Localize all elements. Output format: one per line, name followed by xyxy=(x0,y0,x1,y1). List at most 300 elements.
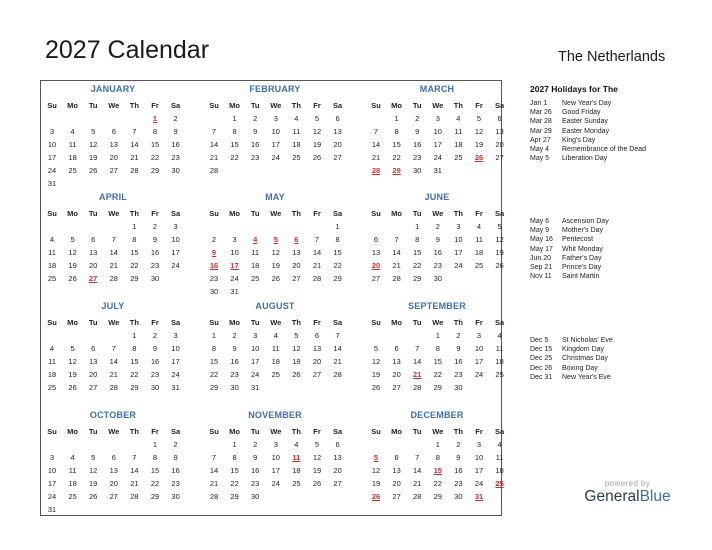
weekday-label: Sa xyxy=(171,427,181,436)
brand-name-part2: Blue xyxy=(639,488,671,505)
day-cell: 31 xyxy=(251,383,260,392)
day-cell: 24 xyxy=(474,370,484,379)
weekday-label: Th xyxy=(129,427,139,436)
day-cell: 29 xyxy=(413,274,422,283)
day-cell: 30 xyxy=(209,287,219,296)
day-cell: 13 xyxy=(312,344,322,353)
day-cell: 21 xyxy=(371,153,381,162)
weekday-label: Tu xyxy=(250,101,260,110)
day-cell: 17 xyxy=(271,140,280,149)
brand-name xyxy=(580,488,675,506)
day-cell: 4 xyxy=(476,222,482,231)
day-cell: 18 xyxy=(292,466,301,475)
day-cell: 15 xyxy=(130,357,139,366)
day-cell: 1 xyxy=(152,440,158,449)
day-cell: 19 xyxy=(271,261,280,270)
holidays-title: 2027 Holidays for The xyxy=(530,84,618,94)
day-cell: 11 xyxy=(68,466,77,475)
day-cell: 5 xyxy=(70,344,75,353)
day-cell: 16 xyxy=(454,357,463,366)
day-cell: 12 xyxy=(89,466,98,475)
weekday-label: Tu xyxy=(412,101,422,110)
holiday-day-cell: 5 xyxy=(373,453,379,462)
day-cell: 17 xyxy=(454,248,463,257)
weekday-label: Su xyxy=(371,209,381,218)
day-cell: 24 xyxy=(171,261,180,270)
day-cell: 30 xyxy=(171,166,180,175)
day-cell: 7 xyxy=(132,127,137,136)
day-cell: 19 xyxy=(474,140,484,149)
day-cell: 22 xyxy=(130,370,139,379)
day-cell: 27 xyxy=(109,166,118,175)
day-cell: 5 xyxy=(314,440,320,449)
day-cell: 5 xyxy=(70,235,75,244)
day-cell: 7 xyxy=(335,331,340,340)
month-name: AUGUST xyxy=(255,301,295,311)
day-cell: 14 xyxy=(392,248,401,257)
weekday-label: We xyxy=(432,318,444,327)
day-cell: 3 xyxy=(49,127,55,136)
day-cell: 13 xyxy=(292,248,301,257)
holiday-day-cell: 1 xyxy=(152,114,158,123)
weekday-label: We xyxy=(270,209,282,218)
day-cell: 3 xyxy=(476,440,482,449)
day-cell: 24 xyxy=(271,479,280,488)
page-title: 2027 Calendar xyxy=(45,36,210,64)
day-cell: 1 xyxy=(435,440,440,449)
holiday-name: Ascension Day xyxy=(562,218,609,225)
day-cell: 30 xyxy=(150,383,160,392)
day-cell: 3 xyxy=(476,331,482,340)
day-cell: 19 xyxy=(371,370,381,379)
day-cell: 1 xyxy=(232,114,237,123)
day-cell: 9 xyxy=(152,235,158,244)
day-cell: 12 xyxy=(271,248,280,257)
holiday-day-cell: 17 xyxy=(230,261,239,270)
day-cell: 25 xyxy=(454,153,463,162)
day-cell: 22 xyxy=(433,479,442,488)
day-cell: 30 xyxy=(171,492,180,501)
day-cell: 25 xyxy=(271,370,280,379)
weekday-label: Su xyxy=(209,318,219,327)
day-cell: 13 xyxy=(89,357,98,366)
day-cell: 10 xyxy=(251,344,260,353)
day-cell: 23 xyxy=(251,479,260,488)
weekday-label: Th xyxy=(453,209,463,218)
day-cell: 24 xyxy=(454,261,463,270)
day-cell: 2 xyxy=(456,440,461,449)
day-cell: 8 xyxy=(152,453,158,462)
day-cell: 28 xyxy=(333,370,342,379)
day-cell: 29 xyxy=(130,274,139,283)
day-cell: 2 xyxy=(152,222,158,231)
month-name: MAY xyxy=(265,192,285,202)
day-cell: 4 xyxy=(294,440,299,449)
day-cell: 11 xyxy=(251,248,260,257)
day-cell: 11 xyxy=(48,357,56,366)
month-name: MARCH xyxy=(419,84,455,94)
holiday-entry xyxy=(530,346,604,353)
day-cell: 17 xyxy=(474,357,484,366)
day-cell: 28 xyxy=(413,492,422,501)
day-cell: 4 xyxy=(49,344,55,353)
weekday-label: Tu xyxy=(250,209,260,218)
holiday-day-cell: 26 xyxy=(474,153,484,162)
holiday-name: Boxing Day xyxy=(562,364,598,372)
holiday-entry xyxy=(530,146,646,153)
day-cell: 7 xyxy=(111,344,116,353)
day-cell: 18 xyxy=(495,357,504,366)
day-cell: 16 xyxy=(171,140,180,149)
weekday-label: Fr xyxy=(313,427,321,436)
weekday-label: Fr xyxy=(475,209,483,218)
day-cell: 14 xyxy=(130,466,139,475)
day-cell: 20 xyxy=(392,370,401,379)
day-cell: 17 xyxy=(47,153,57,162)
day-cell: 9 xyxy=(253,453,258,462)
day-cell: 9 xyxy=(456,453,461,462)
day-cell: 3 xyxy=(173,331,178,340)
holiday-date: May 9 xyxy=(530,227,550,235)
day-cell: 14 xyxy=(109,248,118,257)
weekday-label: Mo xyxy=(229,427,241,436)
day-cell: 5 xyxy=(497,222,502,231)
weekday-label: Fr xyxy=(313,318,321,327)
brand-name-part1: General xyxy=(584,488,640,505)
day-cell: 10 xyxy=(171,235,180,244)
day-cell: 24 xyxy=(251,370,260,379)
day-cell: 11 xyxy=(68,140,77,149)
weekday-label: Mo xyxy=(229,101,241,110)
day-cell: 27 xyxy=(392,383,401,392)
day-cell: 23 xyxy=(150,261,160,270)
holiday-day-cell: 20 xyxy=(371,261,381,270)
holiday-entry xyxy=(530,227,603,234)
weekday-label: Su xyxy=(47,209,57,218)
holiday-entry xyxy=(530,109,601,116)
day-cell: 22 xyxy=(230,479,239,488)
day-cell: 10 xyxy=(271,127,280,136)
day-cell: 8 xyxy=(232,127,237,136)
day-cell: 2 xyxy=(173,440,178,449)
day-cell: 23 xyxy=(251,153,260,162)
day-cell: 2 xyxy=(211,235,217,244)
weekday-label: Th xyxy=(129,101,139,110)
holiday-entry xyxy=(530,337,613,344)
day-cell: 1 xyxy=(132,331,137,340)
holiday-day-cell: 25 xyxy=(495,479,504,488)
day-cell: 15 xyxy=(433,357,442,366)
weekday-label: Sa xyxy=(495,101,505,110)
day-cell: 31 xyxy=(230,287,239,296)
day-cell: 3 xyxy=(173,222,178,231)
day-cell: 15 xyxy=(150,466,160,475)
day-cell: 22 xyxy=(150,479,160,488)
weekday-label: Mo xyxy=(67,209,79,218)
day-cell: 23 xyxy=(171,153,180,162)
weekday-label: Tu xyxy=(250,427,260,436)
day-cell: 12 xyxy=(292,344,301,353)
day-cell: 31 xyxy=(47,179,57,188)
holiday-entry xyxy=(530,355,608,362)
day-cell: 23 xyxy=(209,274,219,283)
holiday-date: Apr 27 xyxy=(530,136,551,144)
holiday-name: Christmas Day xyxy=(562,355,608,363)
weekday-label: Su xyxy=(371,101,381,110)
month-name: DECEMBER xyxy=(410,410,464,420)
weekday-label: Tu xyxy=(412,318,422,327)
day-cell: 21 xyxy=(109,261,118,270)
weekday-label: Su xyxy=(371,318,381,327)
day-cell: 2 xyxy=(232,331,237,340)
weekday-label: Su xyxy=(371,427,381,436)
day-cell: 18 xyxy=(251,261,260,270)
day-cell: 12 xyxy=(371,357,381,366)
weekday-label: Th xyxy=(453,101,463,110)
holiday-day-cell: 29 xyxy=(392,166,401,175)
day-cell: 24 xyxy=(47,492,57,501)
day-cell: 19 xyxy=(89,479,98,488)
day-cell: 20 xyxy=(89,370,98,379)
day-cell: 14 xyxy=(209,466,219,475)
day-cell: 12 xyxy=(312,127,322,136)
day-cell: 13 xyxy=(333,127,342,136)
day-cell: 28 xyxy=(392,274,401,283)
day-cell: 6 xyxy=(91,344,96,353)
day-cell: 21 xyxy=(413,479,422,488)
day-cell: 30 xyxy=(454,492,463,501)
day-cell: 14 xyxy=(209,140,219,149)
holiday-date: Dec 5 xyxy=(530,337,549,344)
day-cell: 16 xyxy=(454,466,463,475)
day-cell: 12 xyxy=(89,140,98,149)
day-cell: 7 xyxy=(314,235,320,244)
day-cell: 20 xyxy=(392,479,401,488)
day-cell: 6 xyxy=(497,114,502,123)
day-cell: 25 xyxy=(47,383,57,392)
day-cell: 30 xyxy=(454,383,463,392)
day-cell: 18 xyxy=(495,466,504,475)
day-cell: 30 xyxy=(433,274,442,283)
holiday-name: New Year's Day xyxy=(562,100,612,107)
day-cell: 22 xyxy=(130,261,139,270)
holiday-entry xyxy=(530,264,601,271)
day-cell: 22 xyxy=(433,370,442,379)
day-cell: 27 xyxy=(392,492,401,501)
day-cell: 7 xyxy=(373,127,379,136)
day-cell: 27 xyxy=(109,492,118,501)
day-cell: 15 xyxy=(230,140,239,149)
day-cell: 3 xyxy=(273,440,278,449)
day-cell: 2 xyxy=(456,331,461,340)
day-cell: 23 xyxy=(171,479,180,488)
day-cell: 13 xyxy=(333,453,342,462)
day-cell: 9 xyxy=(173,453,178,462)
holiday-entry xyxy=(530,255,601,262)
day-cell: 29 xyxy=(150,166,160,175)
day-cell: 13 xyxy=(392,357,401,366)
day-cell: 6 xyxy=(111,127,116,136)
day-cell: 5 xyxy=(373,344,379,353)
day-cell: 6 xyxy=(314,331,320,340)
day-cell: 30 xyxy=(413,166,422,175)
weekday-label: Sa xyxy=(333,318,343,327)
day-cell: 6 xyxy=(394,453,399,462)
holiday-date: Dec 15 xyxy=(530,346,553,354)
holiday-name: St Nicholas' Eve xyxy=(562,337,613,344)
day-cell: 11 xyxy=(475,235,483,244)
day-cell: 10 xyxy=(474,453,484,462)
day-cell: 1 xyxy=(394,114,399,123)
day-cell: 18 xyxy=(271,357,280,366)
day-cell: 16 xyxy=(150,357,160,366)
holiday-entry xyxy=(530,155,607,162)
day-cell: 17 xyxy=(251,357,260,366)
day-cell: 14 xyxy=(130,140,139,149)
weekday-label: We xyxy=(108,318,120,327)
day-cell: 25 xyxy=(292,479,301,488)
day-cell: 18 xyxy=(454,140,463,149)
day-cell: 2 xyxy=(415,114,420,123)
day-cell: 28 xyxy=(209,492,219,501)
holiday-name: Prince's Day xyxy=(562,264,602,271)
weekday-label: We xyxy=(432,101,444,110)
day-cell: 1 xyxy=(415,222,420,231)
day-cell: 21 xyxy=(392,261,401,270)
day-cell: 3 xyxy=(49,453,55,462)
day-cell: 17 xyxy=(171,248,180,257)
day-cell: 11 xyxy=(48,248,56,257)
holiday-entry xyxy=(530,128,609,135)
weekday-label: Fr xyxy=(151,427,159,436)
day-cell: 19 xyxy=(68,261,77,270)
day-cell: 13 xyxy=(371,248,381,257)
day-cell: 11 xyxy=(292,127,301,136)
weekday-label: Tu xyxy=(412,427,422,436)
day-cell: 4 xyxy=(70,127,75,136)
day-cell: 16 xyxy=(251,466,260,475)
day-cell: 28 xyxy=(312,274,322,283)
day-cell: 29 xyxy=(433,383,442,392)
day-cell: 2 xyxy=(435,222,440,231)
holiday-name: Remembrance of the Dead xyxy=(562,146,647,153)
holiday-entry xyxy=(530,273,599,280)
month-name: OCTOBER xyxy=(89,410,137,420)
day-cell: 28 xyxy=(413,383,422,392)
month-name: SEPTEMBER xyxy=(408,301,466,311)
holiday-name: Saint Martin xyxy=(562,273,600,281)
day-cell: 29 xyxy=(130,383,139,392)
holiday-date: Mar 29 xyxy=(530,127,552,135)
holiday-entry xyxy=(530,118,608,125)
day-cell: 2 xyxy=(152,331,158,340)
weekday-label: Su xyxy=(47,427,57,436)
weekday-label: Fr xyxy=(475,101,483,110)
day-cell: 8 xyxy=(394,127,399,136)
holiday-date: Dec 31 xyxy=(530,373,553,381)
weekday-label: Mo xyxy=(391,427,403,436)
day-cell: 26 xyxy=(89,166,98,175)
day-cell: 10 xyxy=(171,344,180,353)
day-cell: 6 xyxy=(394,344,399,353)
day-cell: 5 xyxy=(294,331,299,340)
day-cell: 15 xyxy=(392,140,401,149)
day-cell: 21 xyxy=(130,479,139,488)
holiday-date: Mar 28 xyxy=(530,118,552,126)
day-cell: 30 xyxy=(230,383,239,392)
holiday-day-cell: 9 xyxy=(211,248,217,257)
day-cell: 20 xyxy=(495,140,504,149)
weekday-label: Th xyxy=(291,101,301,110)
day-cell: 24 xyxy=(271,153,280,162)
holiday-date: May 4 xyxy=(530,146,550,153)
day-cell: 30 xyxy=(150,274,160,283)
holiday-day-cell: 6 xyxy=(294,235,299,244)
holiday-date: Nov 11 xyxy=(530,273,552,281)
day-cell: 14 xyxy=(413,357,422,366)
day-cell: 13 xyxy=(109,140,118,149)
weekday-label: Mo xyxy=(229,209,241,218)
day-cell: 8 xyxy=(232,453,237,462)
month-name: JULY xyxy=(101,301,125,311)
day-cell: 7 xyxy=(394,235,399,244)
day-cell: 8 xyxy=(435,453,440,462)
holiday-name: New Year's Eve xyxy=(562,373,611,381)
holiday-day-cell: 27 xyxy=(89,274,98,283)
holiday-day-cell: 15 xyxy=(433,466,442,475)
month-name: JANUARY xyxy=(90,84,136,94)
holiday-entry xyxy=(530,236,593,243)
weekday-label: Sa xyxy=(333,101,343,110)
day-cell: 18 xyxy=(292,140,301,149)
day-cell: 16 xyxy=(171,466,180,475)
weekday-label: Sa xyxy=(171,209,181,218)
holiday-date: Dec 25 xyxy=(530,355,553,363)
day-cell: 12 xyxy=(371,466,381,475)
weekday-label: Fr xyxy=(313,209,321,218)
weekday-label: Th xyxy=(129,209,139,218)
holiday-name: Mother's Day xyxy=(562,227,604,235)
day-cell: 22 xyxy=(333,261,342,270)
weekday-label: Th xyxy=(291,427,301,436)
day-cell: 18 xyxy=(47,261,57,270)
weekday-label: Su xyxy=(209,427,219,436)
day-cell: 2 xyxy=(173,114,178,123)
weekday-label: Mo xyxy=(391,101,403,110)
day-cell: 1 xyxy=(132,222,137,231)
day-cell: 11 xyxy=(271,344,280,353)
day-cell: 12 xyxy=(68,357,77,366)
day-cell: 21 xyxy=(109,370,118,379)
day-cell: 6 xyxy=(111,453,116,462)
weekday-label: Tu xyxy=(88,318,98,327)
holiday-day-cell: 16 xyxy=(209,261,219,270)
day-cell: 3 xyxy=(435,114,440,123)
day-cell: 15 xyxy=(130,248,139,257)
day-cell: 8 xyxy=(415,235,420,244)
day-cell: 3 xyxy=(232,235,237,244)
day-cell: 21 xyxy=(209,153,219,162)
weekday-label: Mo xyxy=(67,427,79,436)
day-cell: 8 xyxy=(152,127,158,136)
day-cell: 11 xyxy=(495,344,504,353)
day-cell: 8 xyxy=(435,344,440,353)
day-cell: 3 xyxy=(273,114,278,123)
day-cell: 4 xyxy=(49,235,55,244)
weekday-label: Fr xyxy=(151,209,159,218)
day-cell: 18 xyxy=(474,248,484,257)
holiday-entry xyxy=(530,137,595,144)
